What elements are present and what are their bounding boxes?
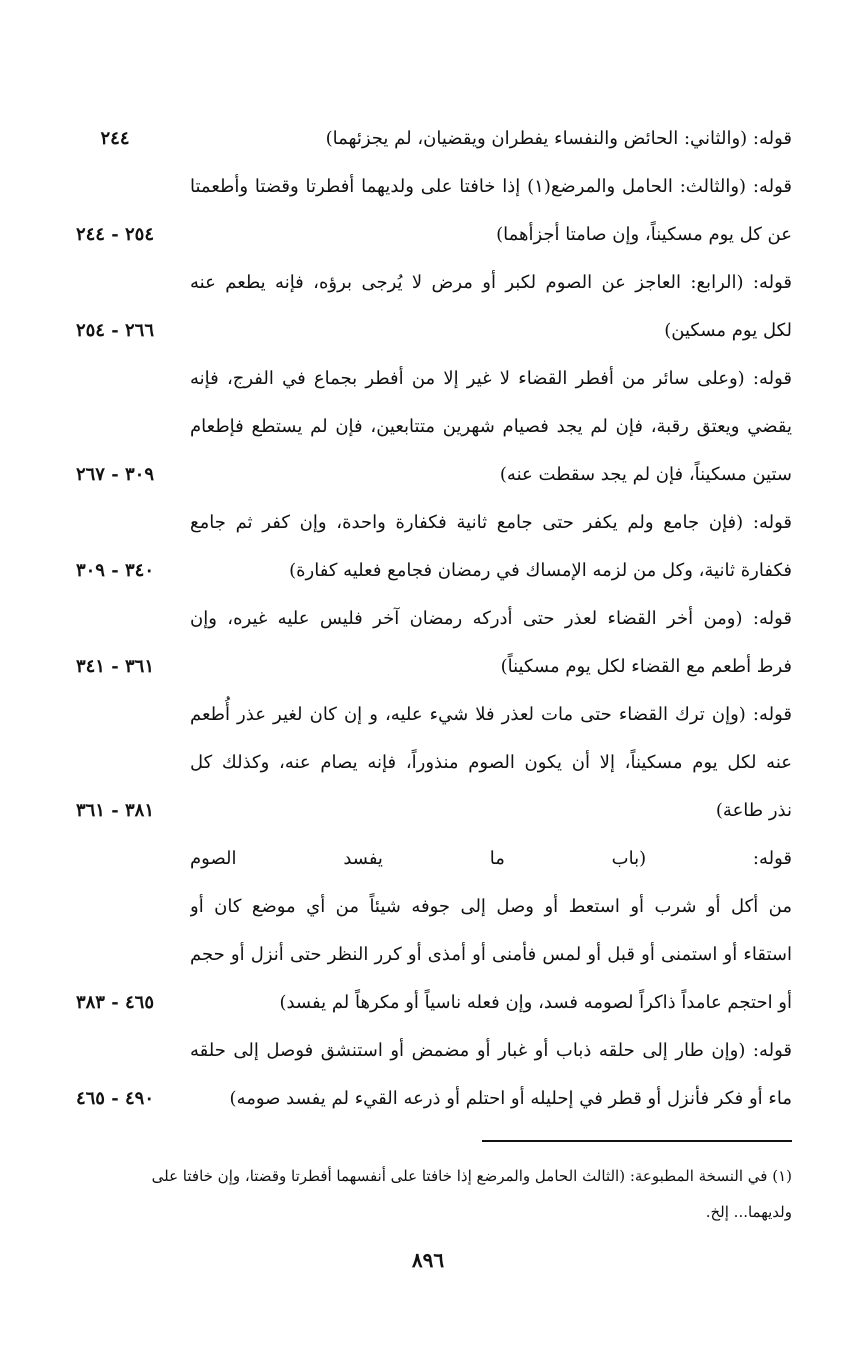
page-range: ٤٦٥ - ٣٨٣ (75, 992, 155, 1013)
entry-text: قوله: (وإن طار إلى حلقه ذباب أو غبار أو مضمض أو استنشق فوصل إلى حلقه (190, 1040, 792, 1061)
page-range: ٣٠٩ - ٢٦٧ (75, 464, 155, 485)
page-range: ٢٦٦ - ٢٥٤ (75, 320, 155, 341)
page-range: ٣٦١ - ٣٤١ (75, 656, 155, 677)
page-range: ٤٩٠ - ٤٦٥ (75, 1088, 155, 1109)
entry-line (40, 643, 792, 691)
entry-text: قوله: (وإن ترك القضاء حتى مات لعذر فلا شيء عليه، و إن كان لغير عذر أُطعم (190, 704, 792, 725)
index-entry (40, 1027, 792, 1123)
entry-line (40, 835, 792, 883)
entry-line (40, 163, 792, 211)
entry-text: قوله: (والثاني: الحائض والنفساء يفطران ويقضيان، لم يجزئهما) (325, 128, 792, 149)
footnote (40, 1158, 792, 1230)
entry-line (40, 931, 792, 979)
entry-text: أو احتجم عامداً ذاكراً لصومه فسد، وإن فعله ناسياً أو مكرهاً لم يفسد) (279, 992, 792, 1013)
entry-text: يقضي ويعتق رقبة، فإن لم يجد فصيام شهرين متتابعين، فإن لم يستطع فإطعام (190, 416, 792, 437)
footnote-line-1: (١) في النسخة المطبوعة: (الثالث الحامل والمرضع إذا خافتا على أنفسهما أفطرتا وقضتا، وإن خافتا على (151, 1167, 792, 1185)
entry-line (40, 1075, 792, 1123)
entry-line (40, 547, 792, 595)
entry-text: فرط أطعم مع القضاء لكل يوم مسكيناً) (500, 656, 792, 677)
entry-line (40, 259, 792, 307)
index-entry (40, 691, 792, 835)
entry-line (40, 883, 792, 931)
entry-text: عن كل يوم مسكيناً، وإن صامتا أجزأهما) (496, 224, 792, 245)
entry-text: قوله: (الرابع: العاجز عن الصوم لكبر أو مرض لا يُرجى برؤه، فإنه يطعم عنه (190, 272, 792, 293)
index-entry (40, 163, 792, 259)
entry-line (40, 451, 792, 499)
index-entry (40, 259, 792, 355)
entry-line (40, 787, 792, 835)
entry-text: قوله: (والثالث: الحامل والمرضع(١) إذا خافتا على ولديهما أفطرتا وقضتا وأطعمتا (190, 176, 792, 197)
entry-text: نذر طاعة) (715, 800, 792, 821)
page-range: ٣٨١ - ٣٦١ (75, 800, 155, 821)
footnote-line-2: ولديهما... إلخ. (705, 1203, 792, 1221)
entry-line (40, 355, 792, 403)
entry-line (40, 595, 792, 643)
page-range: ٢٥٤ - ٢٤٤ (75, 224, 155, 245)
entry-text: لكل يوم مسكين) (664, 320, 792, 341)
index-entry (40, 115, 792, 163)
entry-text: فكفارة ثانية، وكل من لزمه الإمساك في رمضان فجامع فعليه كفارة) (289, 560, 792, 581)
entry-line (40, 115, 792, 163)
entry-line (40, 739, 792, 787)
entry-line (40, 979, 792, 1027)
footnote-separator (482, 1140, 792, 1142)
index-entry (40, 355, 792, 499)
entry-text: قوله: (ومن أخر القضاء لعذر حتى أدركه رمضان آخر فليس عليه غيره، وإن (190, 608, 792, 629)
entry-line (40, 499, 792, 547)
entry-text: قوله: (باب ما يفسد الصوم (190, 848, 792, 869)
entry-line (40, 307, 792, 355)
page-range: ٣٤٠ - ٣٠٩ (75, 560, 155, 581)
entry-text: عنه لكل يوم مسكيناً، إلا أن يكون الصوم منذوراً، فإنه يصام عنه، وكذلك كل (190, 752, 792, 773)
entry-text: ستين مسكيناً، فإن لم يجد سقطت عنه) (499, 464, 792, 485)
index-entry (40, 595, 792, 691)
entry-line (40, 403, 792, 451)
entry-text: قوله: (وعلى سائر من أفطر القضاء لا غير إلا من أفطر بجماع في الفرج، فإنه (190, 368, 792, 389)
entry-line (40, 691, 792, 739)
page-range: ٢٤٤ (100, 128, 130, 149)
entry-text: استقاء أو استمنى أو قبل أو لمس فأمنى أو أمذى أو كرر النظر حتى أنزل أو حجم (190, 944, 792, 965)
page-number: ٨٩٦ (411, 1248, 445, 1272)
entry-text: قوله: (فإن جامع ولم يكفر حتى جامع ثانية فكفارة واحدة، وإن كفر ثم جامع (190, 512, 792, 533)
entry-text: من أكل أو شرب أو استعط أو وصل إلى جوفه شيئاً من أي موضع كان أو (190, 896, 792, 917)
entry-text: ماء أو فكر فأنزل أو قطر في إحليله أو احتلم أو ذرعه القيء لم يفسد صومه) (229, 1088, 792, 1109)
entry-line (40, 1027, 792, 1075)
index-entry (40, 835, 792, 1027)
entry-line (40, 211, 792, 259)
index-entry (40, 499, 792, 595)
